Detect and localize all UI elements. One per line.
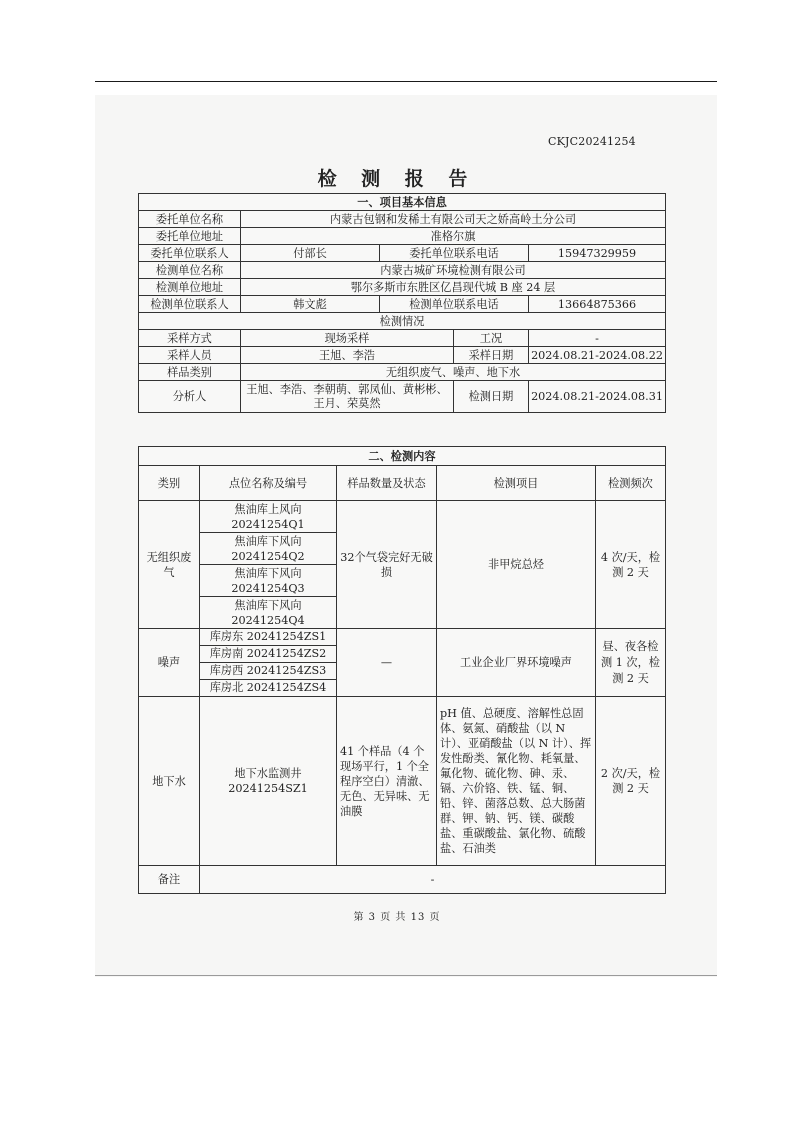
- groundwater-samples: 41 个样品（4 个现场平行，1 个全程序空白）清澈、无色、无异味、无油膜: [337, 697, 437, 866]
- client-address: 准格尔旗: [241, 228, 666, 245]
- table-row: [139, 313, 666, 330]
- table-row: [139, 364, 666, 381]
- test-date: 2024.08.21-2024.08.31: [529, 381, 666, 413]
- noise-point: 库房东 20241254ZS1: [200, 629, 337, 646]
- table-row: [139, 245, 666, 262]
- basic-info-table: [138, 193, 666, 413]
- header-point: 点位名称及编号: [200, 466, 337, 501]
- status-title: 检测情况: [139, 313, 666, 330]
- test-date-label: 检测日期: [454, 381, 529, 413]
- test-content-table: [138, 446, 666, 894]
- lab-address-label: 检测单位地址: [139, 279, 241, 296]
- section-title-basic: 一、项目基本信息: [139, 194, 666, 211]
- gas-frequency: 4 次/天，检测 2 天: [596, 501, 666, 629]
- gas-point: 焦油库下风向 20241254Q2: [200, 533, 337, 565]
- sampling-date: 2024.08.21-2024.08.22: [529, 347, 666, 364]
- lab-phone-label: 检测单位联系电话: [380, 296, 529, 313]
- table-header-row: [139, 466, 666, 501]
- gas-point: 焦油库下风向 20241254Q4: [200, 597, 337, 629]
- header-frequency: 检测频次: [596, 466, 666, 501]
- lab-contact-label: 检测单位联系人: [139, 296, 241, 313]
- noise-point: 库房南 20241254ZS2: [200, 646, 337, 663]
- analysts-label: 分析人: [139, 381, 241, 413]
- noise-category: 噪声: [139, 629, 200, 697]
- gas-point: 焦油库下风向 20241254Q3: [200, 565, 337, 597]
- client-name-label: 委托单位名称: [139, 211, 241, 228]
- table-row: [139, 629, 666, 646]
- groundwater-frequency: 2 次/天，检测 2 天: [596, 697, 666, 866]
- table-row: [139, 347, 666, 364]
- table-row: [139, 447, 666, 466]
- report-title: 检 测 报 告: [317, 168, 477, 190]
- sample-type-label: 样品类别: [139, 364, 241, 381]
- table-row: [139, 330, 666, 347]
- gas-items: 非甲烷总烃: [437, 501, 596, 629]
- lab-address: 鄂尔多斯市东胜区亿昌现代城 B 座 24 层: [241, 279, 666, 296]
- client-name: 内蒙古包钢和发稀土有限公司天之娇高岭土分公司: [241, 211, 666, 228]
- table-row: [139, 228, 666, 245]
- condition-label: 工况: [454, 330, 529, 347]
- page-number: 第 3 页 共 13 页: [353, 912, 441, 923]
- client-address-label: 委托单位地址: [139, 228, 241, 245]
- lab-name: 内蒙古城矿环境检测有限公司: [241, 262, 666, 279]
- sampling-date-label: 采样日期: [454, 347, 529, 364]
- samplers-label: 采样人员: [139, 347, 241, 364]
- sample-type: 无组织废气、噪声、地下水: [241, 364, 666, 381]
- table-row: [139, 697, 666, 866]
- table-row: [139, 194, 666, 211]
- gas-point: 焦油库上风向 20241254Q1: [200, 501, 337, 533]
- header-items: 检测项目: [437, 466, 596, 501]
- note-label: 备注: [139, 866, 200, 894]
- gas-category: 无组织废气: [139, 501, 200, 629]
- table-row: [139, 279, 666, 296]
- noise-frequency: 昼、夜各检测 1 次，检测 2 天: [596, 629, 666, 697]
- scan-edge: [95, 975, 717, 976]
- table-row: [139, 866, 666, 894]
- table-row: [139, 211, 666, 228]
- client-phone: 15947329959: [529, 245, 666, 262]
- table-row: [139, 381, 666, 413]
- header-samples: 样品数量及状态: [337, 466, 437, 501]
- noise-point: 库房西 20241254ZS3: [200, 663, 337, 680]
- noise-samples: —: [337, 629, 437, 697]
- condition-value: -: [529, 330, 666, 347]
- lab-name-label: 检测单位名称: [139, 262, 241, 279]
- groundwater-items: pH 值、总硬度、溶解性总固体、氨氮、硝酸盐（以 N 计）、亚硝酸盐（以 N 计）、挥发性酚类、氰化物、耗氧量、氟化物、硫化物、砷、汞、镉、六价铬、铁、锰、铜、铅、锌、菌落总数、总大肠菌群、钾、钠、钙、镁、碳酸盐、重碳酸盐、氯化物、硫酸盐、石油类: [437, 697, 596, 866]
- noise-point: 库房北 20241254ZS4: [200, 680, 337, 697]
- table-row: [139, 296, 666, 313]
- report-number: CKJC20241254: [548, 135, 636, 148]
- lab-contact: 韩文彪: [241, 296, 380, 313]
- table-row: [139, 262, 666, 279]
- sampling-method: 现场采样: [241, 330, 454, 347]
- lab-phone: 13664875366: [529, 296, 666, 313]
- header-category: 类别: [139, 466, 200, 501]
- sampling-method-label: 采样方式: [139, 330, 241, 347]
- section-title-content: 二、检测内容: [139, 447, 666, 466]
- groundwater-category: 地下水: [139, 697, 200, 866]
- samplers: 王旭、李浩: [241, 347, 454, 364]
- gas-samples: 32个气袋完好无破损: [337, 501, 437, 629]
- noise-items: 工业企业厂界环境噪声: [437, 629, 596, 697]
- table-row: [139, 501, 666, 533]
- client-contact: 付部长: [241, 245, 380, 262]
- client-phone-label: 委托单位联系电话: [380, 245, 529, 262]
- groundwater-point: 地下水监测井 20241254SZ1: [200, 697, 337, 866]
- analysts: 王旭、李浩、李朝萌、郭凤仙、黄彬彬、王月、荣莫然: [241, 381, 454, 413]
- note-value: -: [200, 866, 666, 894]
- client-contact-label: 委托单位联系人: [139, 245, 241, 262]
- header-rule: [95, 81, 717, 82]
